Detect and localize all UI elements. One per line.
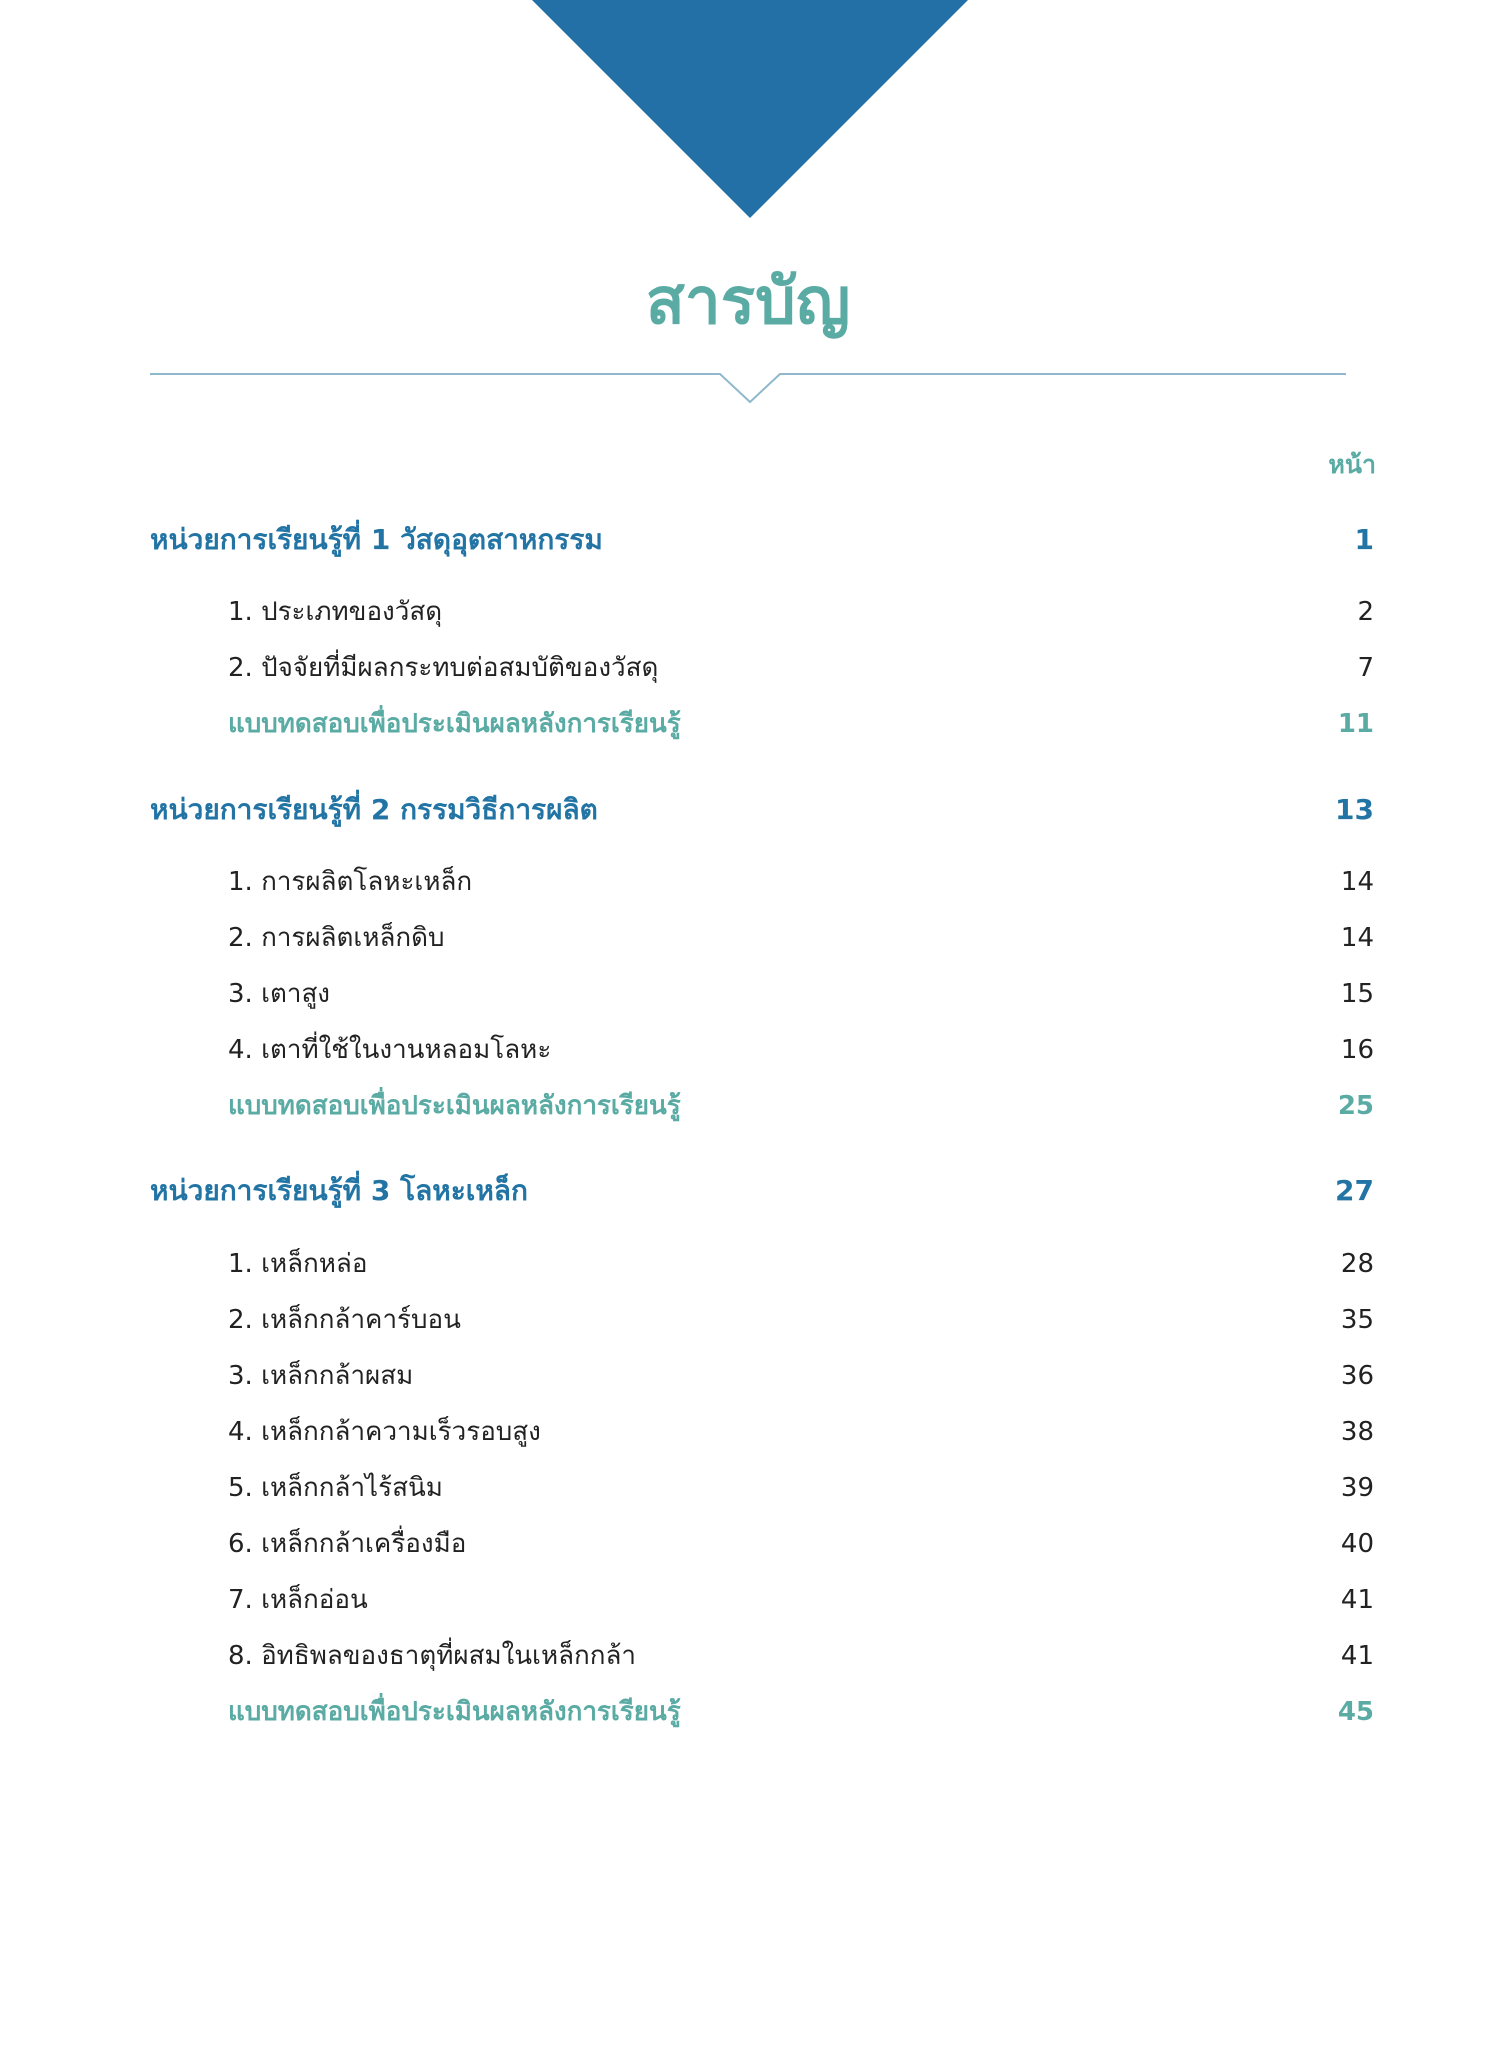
toc-item[interactable] (150, 1300, 1374, 1340)
toc-test-page: 25 (1337, 1091, 1374, 1121)
toc-item[interactable] (150, 1468, 1374, 1508)
toc-item[interactable] (150, 1524, 1374, 1564)
toc-item[interactable] (150, 1244, 1374, 1284)
toc-item[interactable] (150, 1030, 1374, 1070)
toc-test[interactable] (150, 1692, 1374, 1732)
toc-item-label: 1. ประเภทของวัสดุ (228, 597, 443, 627)
toc-item[interactable] (150, 1412, 1374, 1452)
toc-test[interactable] (150, 704, 1374, 744)
toc-item[interactable] (150, 1356, 1374, 1396)
title-divider (0, 360, 1496, 410)
toc-item-page: 35 (1340, 1305, 1374, 1335)
toc-item-label: 2. เหล็กกล้าคาร์บอน (228, 1305, 461, 1335)
toc-item-label: 1. เหล็กหล่อ (228, 1249, 368, 1279)
toc-item-label: 8. อิทธิพลของธาตุที่ผสมในเหล็กกล้า (228, 1641, 637, 1671)
toc-item-label: 7. เหล็กอ่อน (228, 1585, 368, 1615)
toc-item-label: 3. เหล็กกล้าผสม (228, 1361, 414, 1391)
toc-item-page: 2 (1357, 597, 1374, 627)
toc-item-page: 7 (1357, 653, 1374, 683)
toc-test-label: แบบทดสอบเพื่อประเมินผลหลังการเรียนรู้ (228, 1697, 681, 1727)
toc-item[interactable] (150, 592, 1374, 632)
toc-item-page: 36 (1340, 1361, 1374, 1391)
toc-item[interactable] (150, 862, 1374, 902)
toc-unit-2[interactable] (150, 790, 1374, 830)
toc-item[interactable] (150, 1636, 1374, 1676)
toc-unit-title: หน่วยการเรียนรู้ที่ 1 วัสดุอุตสาหกรรม (150, 523, 603, 556)
toc-item-label: 4. เหล็กกล้าความเร็วรอบสูง (228, 1417, 541, 1447)
toc-item[interactable] (150, 1580, 1374, 1620)
toc-item[interactable] (150, 648, 1374, 688)
toc-item-page: 14 (1340, 867, 1374, 897)
toc-item-page: 39 (1340, 1473, 1374, 1503)
toc-item-page: 41 (1340, 1641, 1374, 1671)
toc-item-label: 1. การผลิตโลหะเหล็ก (228, 867, 473, 897)
toc-item-label: 2. การผลิตเหล็กดิบ (228, 923, 445, 953)
toc-item-label: 4. เตาที่ใช้ในงานหลอมโลหะ (228, 1035, 552, 1065)
toc-item-page: 28 (1340, 1249, 1374, 1279)
toc-test-page: 45 (1337, 1697, 1374, 1727)
toc-unit-3[interactable] (150, 1171, 1374, 1211)
toc-unit-title: หน่วยการเรียนรู้ที่ 3 โลหะเหล็ก (150, 1174, 528, 1207)
toc-unit-title: หน่วยการเรียนรู้ที่ 2 กรรมวิธีการผลิต (150, 793, 598, 826)
toc-unit-page: 27 (1335, 1174, 1374, 1207)
toc-item-page: 14 (1340, 923, 1374, 953)
toc-unit-page: 13 (1335, 793, 1374, 826)
toc-item-page: 38 (1340, 1417, 1374, 1447)
toc-item-page: 15 (1340, 979, 1374, 1009)
toc-item-page: 40 (1340, 1529, 1374, 1559)
toc-item[interactable] (150, 974, 1374, 1014)
header-triangle-decoration (0, 0, 1496, 230)
toc-item-label: 3. เตาสูง (228, 979, 331, 1009)
toc-unit-1[interactable] (150, 520, 1374, 560)
toc-item-label: 5. เหล็กกล้าไร้สนิม (228, 1473, 443, 1503)
page-title: สารบัญ (645, 265, 851, 339)
toc-unit-page: 1 (1354, 523, 1374, 556)
toc-test-page: 11 (1337, 709, 1374, 739)
toc-test[interactable] (150, 1086, 1374, 1126)
toc-test-label: แบบทดสอบเพื่อประเมินผลหลังการเรียนรู้ (228, 709, 681, 739)
page-column-label: หน้า (1328, 450, 1376, 479)
toc-item-page: 41 (1340, 1585, 1374, 1615)
toc-item-label: 6. เหล็กกล้าเครื่องมือ (228, 1529, 467, 1559)
toc-item-page: 16 (1340, 1035, 1374, 1065)
toc-test-label: แบบทดสอบเพื่อประเมินผลหลังการเรียนรู้ (228, 1091, 681, 1121)
toc-item[interactable] (150, 918, 1374, 958)
toc-item-label: 2. ปัจจัยที่มีผลกระทบต่อสมบัติของวัสดุ (228, 653, 659, 683)
